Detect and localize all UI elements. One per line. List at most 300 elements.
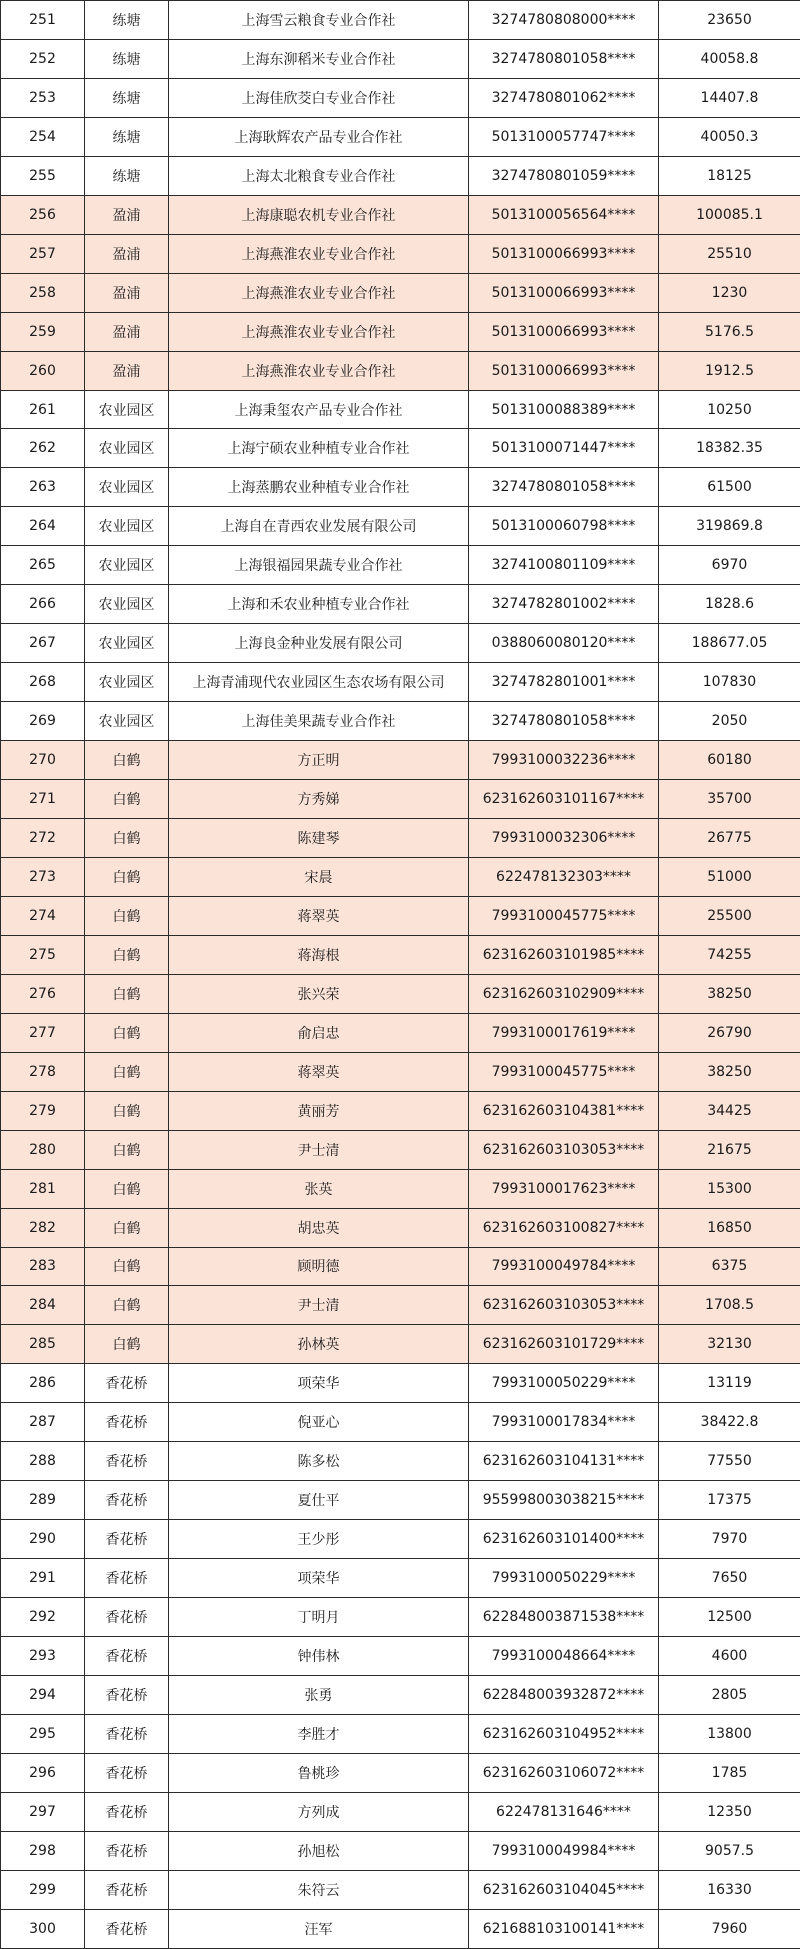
row-number: 290 bbox=[1, 1520, 85, 1559]
table-row bbox=[1, 1325, 800, 1364]
recipient-name-cell: 顾明德 bbox=[169, 1247, 469, 1286]
amount-cell: 17375 bbox=[659, 1481, 800, 1520]
recipient-name-cell: 上海燕淮农业专业合作社 bbox=[169, 351, 469, 390]
amount-cell: 13119 bbox=[659, 1364, 800, 1403]
amount-cell: 12500 bbox=[659, 1598, 800, 1637]
town-cell: 盈浦 bbox=[85, 234, 169, 273]
amount-cell: 14407.8 bbox=[659, 78, 800, 117]
row-number: 258 bbox=[1, 273, 85, 312]
recipient-name-cell: 夏仕平 bbox=[169, 1481, 469, 1520]
table-row bbox=[1, 1870, 800, 1909]
town-cell: 农业园区 bbox=[85, 507, 169, 546]
recipient-name-cell: 项荣华 bbox=[169, 1364, 469, 1403]
town-cell: 白鹤 bbox=[85, 974, 169, 1013]
recipient-name-cell: 上海秉玺农产品专业合作社 bbox=[169, 390, 469, 429]
recipient-name-cell: 项荣华 bbox=[169, 1559, 469, 1598]
town-cell: 农业园区 bbox=[85, 546, 169, 585]
table-row bbox=[1, 1403, 800, 1442]
account-number-cell: 5013100088389**** bbox=[469, 390, 659, 429]
amount-cell: 100085.1 bbox=[659, 195, 800, 234]
amount-cell: 18382.35 bbox=[659, 429, 800, 468]
table-row bbox=[1, 1091, 800, 1130]
row-number: 295 bbox=[1, 1714, 85, 1753]
row-number: 289 bbox=[1, 1481, 85, 1520]
recipient-name-cell: 尹士清 bbox=[169, 1130, 469, 1169]
account-number-cell: 621688103100141**** bbox=[469, 1909, 659, 1948]
town-cell: 盈浦 bbox=[85, 273, 169, 312]
amount-cell: 1785 bbox=[659, 1753, 800, 1792]
row-number: 277 bbox=[1, 1013, 85, 1052]
table-row bbox=[1, 351, 800, 390]
account-number-cell: 623162603101729**** bbox=[469, 1325, 659, 1364]
town-cell: 白鹤 bbox=[85, 935, 169, 974]
table-row bbox=[1, 702, 800, 741]
row-number: 265 bbox=[1, 546, 85, 585]
recipient-name-cell: 鲁桃珍 bbox=[169, 1753, 469, 1792]
amount-cell: 60180 bbox=[659, 741, 800, 780]
amount-cell: 25500 bbox=[659, 896, 800, 935]
amount-cell: 38422.8 bbox=[659, 1403, 800, 1442]
table-row bbox=[1, 312, 800, 351]
table-row bbox=[1, 663, 800, 702]
account-number-cell: 7993100017834**** bbox=[469, 1403, 659, 1442]
town-cell: 白鹤 bbox=[85, 1130, 169, 1169]
table-row bbox=[1, 1169, 800, 1208]
recipient-name-cell: 上海康聪农机专业合作社 bbox=[169, 195, 469, 234]
amount-cell: 15300 bbox=[659, 1169, 800, 1208]
account-number-cell: 0388060080120**** bbox=[469, 624, 659, 663]
row-number: 272 bbox=[1, 819, 85, 858]
account-number-cell: 623162603101167**** bbox=[469, 780, 659, 819]
table-row bbox=[1, 1909, 800, 1948]
account-number-cell: 623162603103053**** bbox=[469, 1130, 659, 1169]
town-cell: 香花桥 bbox=[85, 1559, 169, 1598]
row-number: 288 bbox=[1, 1442, 85, 1481]
town-cell: 白鹤 bbox=[85, 1286, 169, 1325]
row-number: 298 bbox=[1, 1831, 85, 1870]
row-number: 274 bbox=[1, 896, 85, 935]
account-number-cell: 623162603101400**** bbox=[469, 1520, 659, 1559]
town-cell: 农业园区 bbox=[85, 468, 169, 507]
row-number: 252 bbox=[1, 39, 85, 78]
recipient-name-cell: 上海佳欣茭白专业合作社 bbox=[169, 78, 469, 117]
town-cell: 白鹤 bbox=[85, 896, 169, 935]
town-cell: 香花桥 bbox=[85, 1909, 169, 1948]
table-row bbox=[1, 78, 800, 117]
town-cell: 白鹤 bbox=[85, 780, 169, 819]
row-number: 263 bbox=[1, 468, 85, 507]
town-cell: 农业园区 bbox=[85, 702, 169, 741]
row-number: 268 bbox=[1, 663, 85, 702]
recipient-name-cell: 上海佳美果蔬专业合作社 bbox=[169, 702, 469, 741]
table-row bbox=[1, 1364, 800, 1403]
town-cell: 白鹤 bbox=[85, 1247, 169, 1286]
table-row bbox=[1, 1714, 800, 1753]
amount-cell: 32130 bbox=[659, 1325, 800, 1364]
account-number-cell: 7993100045775**** bbox=[469, 1052, 659, 1091]
amount-cell: 1708.5 bbox=[659, 1286, 800, 1325]
table-row bbox=[1, 1, 800, 40]
account-number-cell: 3274782801002**** bbox=[469, 585, 659, 624]
town-cell: 练塘 bbox=[85, 156, 169, 195]
town-cell: 香花桥 bbox=[85, 1442, 169, 1481]
amount-cell: 51000 bbox=[659, 857, 800, 896]
table-row bbox=[1, 234, 800, 273]
row-number: 251 bbox=[1, 1, 85, 40]
recipient-name-cell: 朱符云 bbox=[169, 1870, 469, 1909]
account-number-cell: 3274780801058**** bbox=[469, 39, 659, 78]
row-number: 255 bbox=[1, 156, 85, 195]
table-row bbox=[1, 1247, 800, 1286]
amount-cell: 16850 bbox=[659, 1208, 800, 1247]
town-cell: 香花桥 bbox=[85, 1792, 169, 1831]
account-number-cell: 5013100057747**** bbox=[469, 117, 659, 156]
amount-cell: 21675 bbox=[659, 1130, 800, 1169]
account-number-cell: 3274782801001**** bbox=[469, 663, 659, 702]
table-row bbox=[1, 1675, 800, 1714]
recipient-name-cell: 钟伟林 bbox=[169, 1637, 469, 1676]
town-cell: 香花桥 bbox=[85, 1831, 169, 1870]
table-row bbox=[1, 507, 800, 546]
amount-cell: 1828.6 bbox=[659, 585, 800, 624]
row-number: 260 bbox=[1, 351, 85, 390]
table-row bbox=[1, 585, 800, 624]
row-number: 264 bbox=[1, 507, 85, 546]
row-number: 294 bbox=[1, 1675, 85, 1714]
row-number: 286 bbox=[1, 1364, 85, 1403]
account-number-cell: 955998003038215**** bbox=[469, 1481, 659, 1520]
amount-cell: 38250 bbox=[659, 1052, 800, 1091]
account-number-cell: 3274780801058**** bbox=[469, 702, 659, 741]
town-cell: 农业园区 bbox=[85, 390, 169, 429]
account-number-cell: 5013100066993**** bbox=[469, 351, 659, 390]
row-number: 281 bbox=[1, 1169, 85, 1208]
account-number-cell: 623162603101985**** bbox=[469, 935, 659, 974]
table-row bbox=[1, 429, 800, 468]
row-number: 275 bbox=[1, 935, 85, 974]
amount-cell: 6375 bbox=[659, 1247, 800, 1286]
account-number-cell: 7993100017619**** bbox=[469, 1013, 659, 1052]
town-cell: 农业园区 bbox=[85, 663, 169, 702]
recipient-name-cell: 上海太北粮食专业合作社 bbox=[169, 156, 469, 195]
town-cell: 香花桥 bbox=[85, 1403, 169, 1442]
row-number: 278 bbox=[1, 1052, 85, 1091]
town-cell: 香花桥 bbox=[85, 1870, 169, 1909]
town-cell: 香花桥 bbox=[85, 1753, 169, 1792]
amount-cell: 10250 bbox=[659, 390, 800, 429]
recipient-name-cell: 黄丽芳 bbox=[169, 1091, 469, 1130]
town-cell: 盈浦 bbox=[85, 195, 169, 234]
amount-cell: 26790 bbox=[659, 1013, 800, 1052]
account-number-cell: 3274100801109**** bbox=[469, 546, 659, 585]
amount-cell: 61500 bbox=[659, 468, 800, 507]
row-number: 261 bbox=[1, 390, 85, 429]
account-number-cell: 7993100017623**** bbox=[469, 1169, 659, 1208]
recipient-name-cell: 汪军 bbox=[169, 1909, 469, 1948]
row-number: 267 bbox=[1, 624, 85, 663]
amount-cell: 26775 bbox=[659, 819, 800, 858]
amount-cell: 2050 bbox=[659, 702, 800, 741]
town-cell: 白鹤 bbox=[85, 1091, 169, 1130]
amount-cell: 4600 bbox=[659, 1637, 800, 1676]
recipient-name-cell: 尹士清 bbox=[169, 1286, 469, 1325]
account-number-cell: 623162603104131**** bbox=[469, 1442, 659, 1481]
recipient-name-cell: 蒋翠英 bbox=[169, 1052, 469, 1091]
recipient-name-cell: 上海耿辉农产品专业合作社 bbox=[169, 117, 469, 156]
account-number-cell: 7993100049784**** bbox=[469, 1247, 659, 1286]
recipient-name-cell: 上海青浦现代农业园区生态农场有限公司 bbox=[169, 663, 469, 702]
account-number-cell: 7993100032236**** bbox=[469, 741, 659, 780]
account-number-cell: 3274780801058**** bbox=[469, 468, 659, 507]
amount-cell: 6970 bbox=[659, 546, 800, 585]
town-cell: 白鹤 bbox=[85, 1208, 169, 1247]
table-row bbox=[1, 468, 800, 507]
town-cell: 白鹤 bbox=[85, 741, 169, 780]
account-number-cell: 623162603104381**** bbox=[469, 1091, 659, 1130]
amount-cell: 7650 bbox=[659, 1559, 800, 1598]
town-cell: 白鹤 bbox=[85, 857, 169, 896]
table-row bbox=[1, 39, 800, 78]
recipient-name-cell: 上海燕淮农业专业合作社 bbox=[169, 312, 469, 351]
recipient-name-cell: 张英 bbox=[169, 1169, 469, 1208]
table-row bbox=[1, 1130, 800, 1169]
row-number: 279 bbox=[1, 1091, 85, 1130]
amount-cell: 2805 bbox=[659, 1675, 800, 1714]
recipient-name-cell: 上海雪云粮食专业合作社 bbox=[169, 1, 469, 40]
row-number: 262 bbox=[1, 429, 85, 468]
row-number: 285 bbox=[1, 1325, 85, 1364]
recipient-name-cell: 上海良金种业发展有限公司 bbox=[169, 624, 469, 663]
amount-cell: 5176.5 bbox=[659, 312, 800, 351]
account-number-cell: 623162603104952**** bbox=[469, 1714, 659, 1753]
table-row bbox=[1, 1637, 800, 1676]
town-cell: 盈浦 bbox=[85, 351, 169, 390]
table-row bbox=[1, 195, 800, 234]
amount-cell: 23650 bbox=[659, 1, 800, 40]
table-row bbox=[1, 857, 800, 896]
row-number: 271 bbox=[1, 780, 85, 819]
amount-cell: 7970 bbox=[659, 1520, 800, 1559]
row-number: 257 bbox=[1, 234, 85, 273]
account-number-cell: 623162603103053**** bbox=[469, 1286, 659, 1325]
recipient-name-cell: 上海燕淮农业专业合作社 bbox=[169, 273, 469, 312]
amount-cell: 9057.5 bbox=[659, 1831, 800, 1870]
recipient-name-cell: 上海和禾农业种植专业合作社 bbox=[169, 585, 469, 624]
row-number: 282 bbox=[1, 1208, 85, 1247]
town-cell: 白鹤 bbox=[85, 1325, 169, 1364]
account-number-cell: 5013100066993**** bbox=[469, 273, 659, 312]
town-cell: 香花桥 bbox=[85, 1598, 169, 1637]
amount-cell: 40050.3 bbox=[659, 117, 800, 156]
recipient-name-cell: 上海自在青西农业发展有限公司 bbox=[169, 507, 469, 546]
table-row bbox=[1, 935, 800, 974]
account-number-cell: 7993100050229**** bbox=[469, 1559, 659, 1598]
table-row bbox=[1, 390, 800, 429]
town-cell: 练塘 bbox=[85, 39, 169, 78]
table-row bbox=[1, 1013, 800, 1052]
amount-cell: 13800 bbox=[659, 1714, 800, 1753]
recipient-name-cell: 王少彤 bbox=[169, 1520, 469, 1559]
account-number-cell: 5013100060798**** bbox=[469, 507, 659, 546]
row-number: 284 bbox=[1, 1286, 85, 1325]
recipient-name-cell: 蒋海根 bbox=[169, 935, 469, 974]
town-cell: 白鹤 bbox=[85, 1169, 169, 1208]
amount-cell: 77550 bbox=[659, 1442, 800, 1481]
town-cell: 练塘 bbox=[85, 1, 169, 40]
table-row bbox=[1, 117, 800, 156]
row-number: 300 bbox=[1, 1909, 85, 1948]
row-number: 280 bbox=[1, 1130, 85, 1169]
recipient-name-cell: 方秀娣 bbox=[169, 780, 469, 819]
amount-cell: 319869.8 bbox=[659, 507, 800, 546]
account-number-cell: 5013100071447**** bbox=[469, 429, 659, 468]
row-number: 296 bbox=[1, 1753, 85, 1792]
row-number: 293 bbox=[1, 1637, 85, 1676]
amount-cell: 38250 bbox=[659, 974, 800, 1013]
account-number-cell: 5013100066993**** bbox=[469, 312, 659, 351]
town-cell: 白鹤 bbox=[85, 819, 169, 858]
amount-cell: 7960 bbox=[659, 1909, 800, 1948]
amount-cell: 18125 bbox=[659, 156, 800, 195]
account-number-cell: 622848003932872**** bbox=[469, 1675, 659, 1714]
amount-cell: 34425 bbox=[659, 1091, 800, 1130]
table-row bbox=[1, 1481, 800, 1520]
amount-cell: 1912.5 bbox=[659, 351, 800, 390]
table-row bbox=[1, 780, 800, 819]
row-number: 276 bbox=[1, 974, 85, 1013]
town-cell: 香花桥 bbox=[85, 1364, 169, 1403]
amount-cell: 16330 bbox=[659, 1870, 800, 1909]
table-row bbox=[1, 1559, 800, 1598]
table-row bbox=[1, 1286, 800, 1325]
town-cell: 练塘 bbox=[85, 117, 169, 156]
recipient-name-cell: 上海宁硕农业种植专业合作社 bbox=[169, 429, 469, 468]
amount-cell: 12350 bbox=[659, 1792, 800, 1831]
row-number: 297 bbox=[1, 1792, 85, 1831]
account-number-cell: 623162603104045**** bbox=[469, 1870, 659, 1909]
recipient-name-cell: 胡忠英 bbox=[169, 1208, 469, 1247]
table-row bbox=[1, 1598, 800, 1637]
row-number: 273 bbox=[1, 857, 85, 896]
recipient-name-cell: 上海东泖稻米专业合作社 bbox=[169, 39, 469, 78]
amount-cell: 74255 bbox=[659, 935, 800, 974]
table-row bbox=[1, 819, 800, 858]
table-row bbox=[1, 974, 800, 1013]
row-number: 269 bbox=[1, 702, 85, 741]
row-number: 256 bbox=[1, 195, 85, 234]
recipient-name-cell: 上海银福园果蔬专业合作社 bbox=[169, 546, 469, 585]
account-number-cell: 3274780801059**** bbox=[469, 156, 659, 195]
account-number-cell: 7993100050229**** bbox=[469, 1364, 659, 1403]
town-cell: 香花桥 bbox=[85, 1520, 169, 1559]
account-number-cell: 3274780808000**** bbox=[469, 1, 659, 40]
account-number-cell: 622848003871538**** bbox=[469, 1598, 659, 1637]
account-number-cell: 7993100049984**** bbox=[469, 1831, 659, 1870]
town-cell: 香花桥 bbox=[85, 1481, 169, 1520]
town-cell: 盈浦 bbox=[85, 312, 169, 351]
recipient-name-cell: 倪亚心 bbox=[169, 1403, 469, 1442]
row-number: 283 bbox=[1, 1247, 85, 1286]
table-row bbox=[1, 741, 800, 780]
account-number-cell: 3274780801062**** bbox=[469, 78, 659, 117]
town-cell: 农业园区 bbox=[85, 585, 169, 624]
recipient-name-cell: 上海燕淮农业专业合作社 bbox=[169, 234, 469, 273]
recipient-name-cell: 方列成 bbox=[169, 1792, 469, 1831]
row-number: 266 bbox=[1, 585, 85, 624]
table-row bbox=[1, 273, 800, 312]
table-row bbox=[1, 624, 800, 663]
town-cell: 香花桥 bbox=[85, 1675, 169, 1714]
amount-cell: 35700 bbox=[659, 780, 800, 819]
account-number-cell: 7993100048664**** bbox=[469, 1637, 659, 1676]
table-row bbox=[1, 546, 800, 585]
account-number-cell: 622478132303**** bbox=[469, 857, 659, 896]
recipient-name-cell: 孙旭松 bbox=[169, 1831, 469, 1870]
row-number: 292 bbox=[1, 1598, 85, 1637]
recipient-name-cell: 俞启忠 bbox=[169, 1013, 469, 1052]
account-number-cell: 5013100056564**** bbox=[469, 195, 659, 234]
recipient-name-cell: 宋晨 bbox=[169, 857, 469, 896]
table-row bbox=[1, 1052, 800, 1091]
amount-cell: 40058.8 bbox=[659, 39, 800, 78]
row-number: 270 bbox=[1, 741, 85, 780]
town-cell: 香花桥 bbox=[85, 1714, 169, 1753]
table-row bbox=[1, 1792, 800, 1831]
town-cell: 农业园区 bbox=[85, 429, 169, 468]
account-number-cell: 7993100032306**** bbox=[469, 819, 659, 858]
table-row bbox=[1, 1753, 800, 1792]
row-number: 254 bbox=[1, 117, 85, 156]
account-number-cell: 623162603100827**** bbox=[469, 1208, 659, 1247]
recipient-name-cell: 蒋翠英 bbox=[169, 896, 469, 935]
town-cell: 农业园区 bbox=[85, 624, 169, 663]
recipient-name-cell: 张勇 bbox=[169, 1675, 469, 1714]
recipient-name-cell: 上海蒸鹏农业种植专业合作社 bbox=[169, 468, 469, 507]
table-row bbox=[1, 1442, 800, 1481]
town-cell: 白鹤 bbox=[85, 1013, 169, 1052]
row-number: 299 bbox=[1, 1870, 85, 1909]
account-number-cell: 623162603102909**** bbox=[469, 974, 659, 1013]
row-number: 291 bbox=[1, 1559, 85, 1598]
town-cell: 白鹤 bbox=[85, 1052, 169, 1091]
amount-cell: 107830 bbox=[659, 663, 800, 702]
recipient-name-cell: 陈建琴 bbox=[169, 819, 469, 858]
row-number: 287 bbox=[1, 1403, 85, 1442]
table-row bbox=[1, 896, 800, 935]
row-number: 259 bbox=[1, 312, 85, 351]
town-cell: 香花桥 bbox=[85, 1637, 169, 1676]
table-row bbox=[1, 156, 800, 195]
recipient-name-cell: 孙林英 bbox=[169, 1325, 469, 1364]
table-row bbox=[1, 1520, 800, 1559]
recipient-name-cell: 陈多松 bbox=[169, 1442, 469, 1481]
recipient-name-cell: 方正明 bbox=[169, 741, 469, 780]
account-number-cell: 5013100066993**** bbox=[469, 234, 659, 273]
recipient-name-cell: 张兴荣 bbox=[169, 974, 469, 1013]
amount-cell: 188677.05 bbox=[659, 624, 800, 663]
account-number-cell: 7993100045775**** bbox=[469, 896, 659, 935]
table-row bbox=[1, 1831, 800, 1870]
row-number: 253 bbox=[1, 78, 85, 117]
recipient-name-cell: 丁明月 bbox=[169, 1598, 469, 1637]
town-cell: 练塘 bbox=[85, 78, 169, 117]
account-number-cell: 623162603106072**** bbox=[469, 1753, 659, 1792]
table-row bbox=[1, 1208, 800, 1247]
recipient-name-cell: 李胜才 bbox=[169, 1714, 469, 1753]
account-number-cell: 622478131646**** bbox=[469, 1792, 659, 1831]
table-body bbox=[1, 1, 800, 1949]
amount-cell: 1230 bbox=[659, 273, 800, 312]
